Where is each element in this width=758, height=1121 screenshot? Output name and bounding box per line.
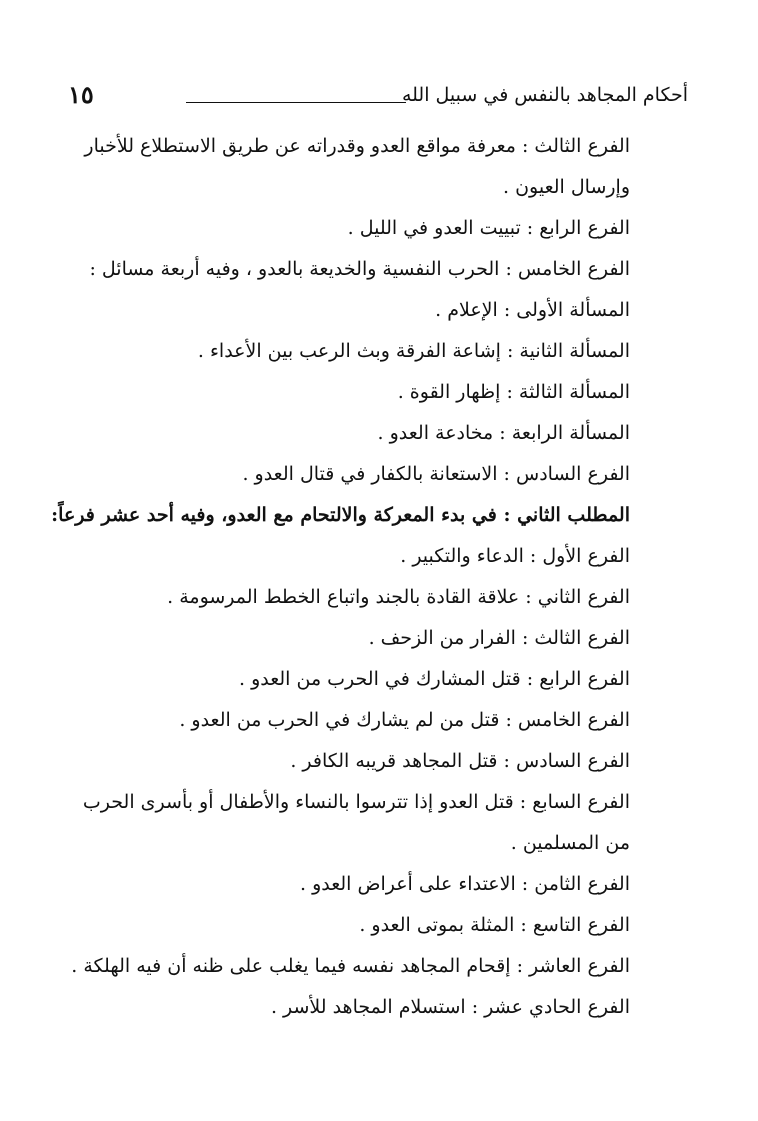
- contents-line: الفرع السادس : قتل المجاهد قريبه الكافر .: [290, 750, 630, 772]
- contents-line: الفرع الخامس : الحرب النفسية والخديعة بالعدو ، وفيه أربعة مسائل :: [89, 258, 630, 280]
- contents-line: الفرع الثالث : معرفة مواقع العدو وقدراته عن طريق الاستطلاع للأخبار: [84, 135, 630, 157]
- contents-list: [51, 126, 630, 1028]
- contents-line: من المسلمين .: [510, 832, 630, 854]
- contents-line: الفرع الرابع : تبييت العدو في الليل .: [347, 217, 630, 239]
- contents-line: المسألة الرابعة : مخادعة العدو .: [377, 422, 630, 444]
- contents-line: الفرع الرابع : قتل المشارك في الحرب من العدو .: [238, 668, 630, 690]
- contents-line: الفرع الحادي عشر : استسلام المجاهد للأسر .: [270, 996, 630, 1018]
- contents-line: الفرع الثاني : علاقة القادة بالجند واتباع الخطط المرسومة .: [167, 586, 630, 608]
- running-title: أحكام المجاهد بالنفس في سبيل الله: [401, 84, 688, 106]
- header-rule: [186, 102, 406, 103]
- contents-line: الفرع العاشر : إقحام المجاهد نفسه فيما يغلب على ظنه أن فيه الهلكة .: [71, 955, 630, 977]
- contents-line: الفرع الثامن : الاعتداء على أعراض العدو .: [299, 873, 630, 895]
- contents-line: الفرع التاسع : المثلة بموتى العدو .: [359, 914, 630, 936]
- contents-line: وإرسال العيون .: [503, 176, 630, 198]
- contents-line: الفرع الثالث : الفرار من الزحف .: [368, 627, 630, 649]
- contents-line: المسألة الثانية : إشاعة الفرقة وبث الرعب بين الأعداء .: [197, 340, 630, 362]
- contents-section-heading: المطلب الثاني : في بدء المعركة والالتحام مع العدو، وفيه أحد عشر فرعاً:: [51, 504, 630, 526]
- page-number: ١٥: [68, 80, 94, 109]
- contents-line: الفرع السادس : الاستعانة بالكفار في قتال العدو .: [242, 463, 630, 485]
- page-header: [68, 80, 688, 120]
- contents-line: المسألة الثالثة : إظهار القوة .: [397, 381, 630, 403]
- contents-line: المسألة الأولى : الإعلام .: [435, 299, 630, 321]
- contents-line: الفرع الأول : الدعاء والتكبير .: [400, 545, 630, 567]
- contents-line: الفرع السابع : قتل العدو إذا تترسوا بالنساء والأطفال أو بأسرى الحرب: [82, 791, 630, 813]
- contents-line: الفرع الخامس : قتل من لم يشارك في الحرب من العدو .: [179, 709, 630, 731]
